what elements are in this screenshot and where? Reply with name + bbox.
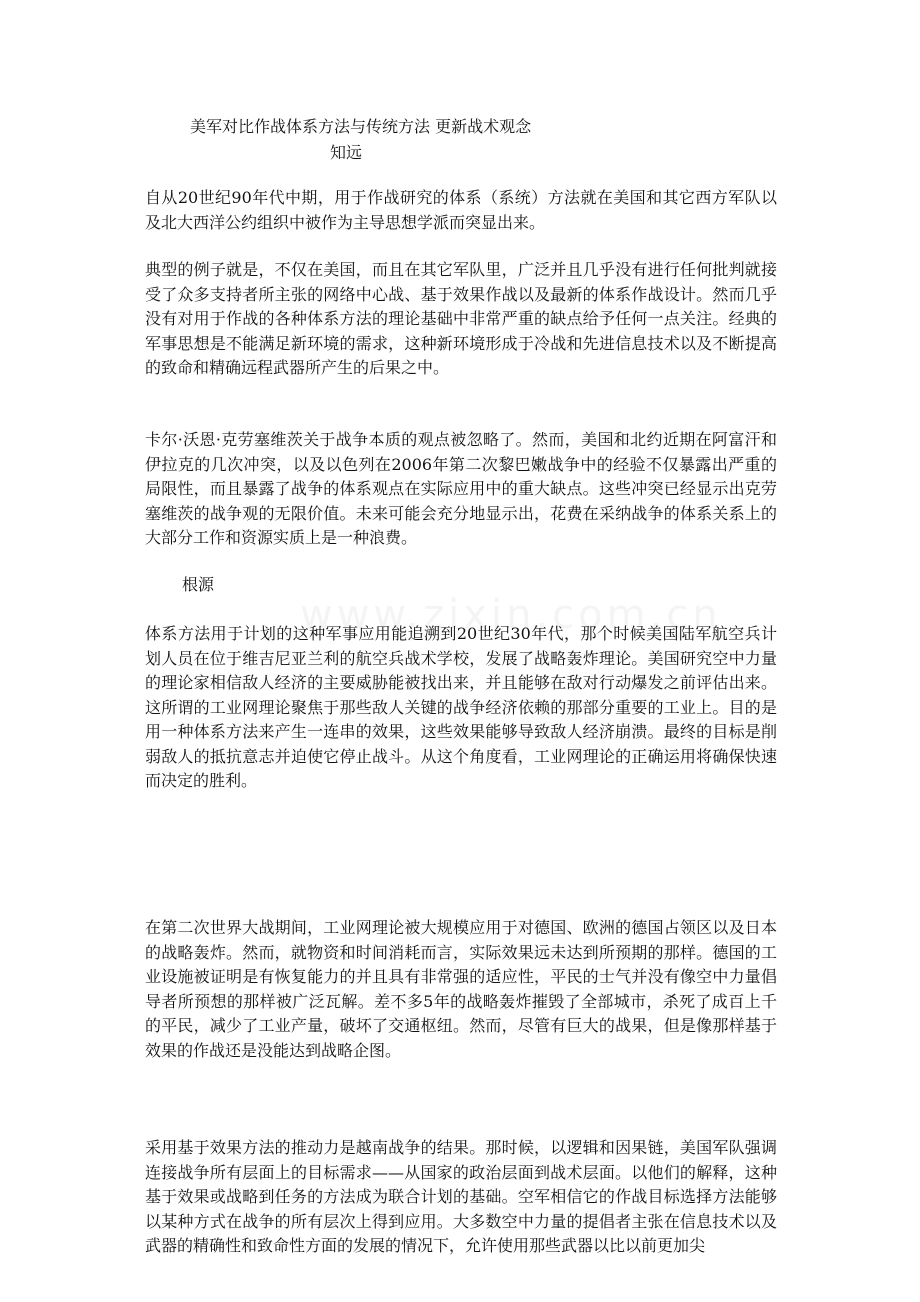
paragraph-origins-1930s: 体系方法用于计划的这种军事应用能追溯到20世纪30年代，那个时候美国陆军航空兵计划人员在位于维吉尼亚兰利的航空兵战术学校，发展了战略轰炸理论。美国研究空中力量的理论家相信敌人经济的主要威胁能被找出来，并且能够在敌对行动爆发之前评估出来。这所谓的工业网理论聚焦于那些敌人关键的战争经济依赖的那部分重要的工业上。目的是用一种体系方法来产生一连串的效果，这些效果能够导致敌人经济崩溃。最终的目标是削弱敌人的抵抗意志并迫使它停止战斗。从这个角度看，工业网理论的正确运用将确保快速而决定的胜利。	[145, 624, 777, 790]
section-heading-origins: 根源	[182, 575, 215, 594]
paragraph-intro: 自从20世纪90年代中期，用于作战研究的体系（系统）方法就在美国和其它西方军队以及北大西洋公约组织中被作为主导思想学派而突显出来。	[145, 188, 777, 232]
document-title: 美军对比作战体系方法与传统方法 更新战术观念	[190, 117, 532, 136]
paragraph-wwii-bombing: 在第二次世界大战期间，工业网理论被大规模应用于对德国、欧洲的德国占领区以及日本的战略轰炸。然而，就物资和时间消耗而言，实际效果远未达到所预期的那样。德国的工业设施被证明是有恢复能力的并且具有非常强的适应性，平民的士气并没有像空中力量倡导者所预想的那样被广泛瓦解。差不多5年的战略轰炸摧毁了全部城市，杀死了成百上千的平民，减少了工业产量，破坏了交通枢纽。然而，尽管有巨大的战果，但是像那样基于效果的作战还是没能达到战略企图。	[145, 918, 777, 1060]
paragraph-vietnam-effects: 采用基于效果方法的推动力是越南战争的结果。那时候，以逻辑和因果链，美国军队强调连接战争所有层面上的目标需求——从国家的政治层面到战术层面。以他们的解释，这种基于效果或战略到任务的方法成为联合计划的基础。空军相信它的作战目标选择方法能够以某种方式在战争的所有层次上得到应用。大多数空中力量的提倡者主张在信息技术以及武器的精确性和致命性方面的发展的情况下，允许使用那些武器以比以前更加尖	[145, 1138, 777, 1255]
paragraph-examples: 典型的例子就是，不仅在美国，而且在其它军队里，广泛并且几乎没有进行任何批判就接受了众多支持者所主张的网络中心战、基于效果作战以及最新的体系作战设计。然而几乎没有对用于作战的各种体系方法的理论基础中非常严重的缺点给予任何一点关注。经典的军事思想是不能满足新环境的需求，这种新环境形成于冷战和先进信息技术以及不断提高的致命和精确远程武器所产生的后果之中。	[145, 260, 777, 377]
document-author: 知远	[330, 143, 363, 162]
paragraph-clausewitz: 卡尔·沃恩·克劳塞维茨关于战争本质的观点被忽略了。然而，美国和北约近期在阿富汗和伊拉克的几次冲突，以及以色列在2006年第二次黎巴嫩战争中的经验不仅暴露出严重的局限性，而且暴露了战争的体系观点在实际应用中的重大缺点。这些冲突已经显示出克劳塞维茨的战争观的无限价值。未来可能会充分地显示出，花费在采纳战争的体系关系上的大部分工作和资源实质上是一种浪费。	[145, 430, 777, 547]
